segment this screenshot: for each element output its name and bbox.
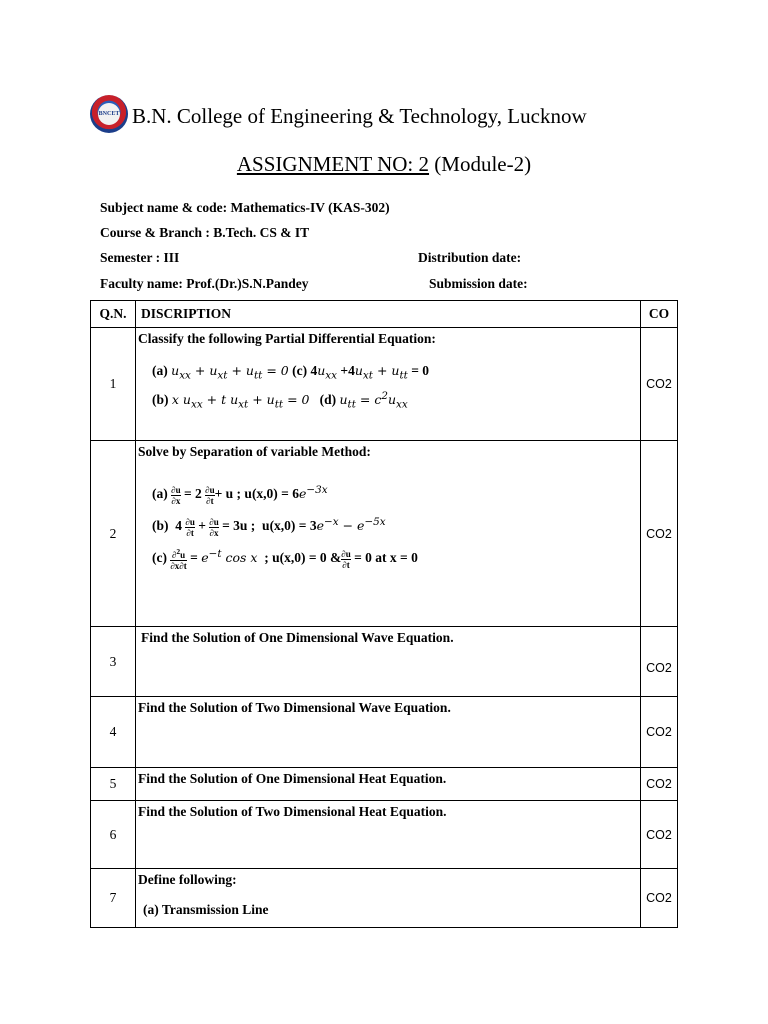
question-description: [136, 697, 641, 768]
table-row: [91, 441, 678, 627]
table-row: [91, 801, 678, 869]
header-description: DISCRIPTION: [136, 301, 641, 328]
question-subitem: (a) Transmission Line: [143, 902, 269, 917]
assignment-title: [0, 152, 768, 177]
logo-text: BNCET: [98, 103, 120, 125]
question-text: Find the Solution of One Dimensional Wave Equation.: [141, 630, 454, 645]
page-header: [0, 92, 768, 142]
question-description: [136, 627, 641, 697]
course-outcome: CO2: [641, 697, 678, 768]
header-qn: Q.N.: [91, 301, 136, 328]
table-row: [91, 627, 678, 697]
question-number: 6: [91, 801, 136, 869]
question-text: Classify the following Partial Differential Equation:: [138, 331, 436, 346]
college-name: B.N. College of Engineering & Technology, Lucknow: [132, 104, 587, 128]
question-number: 2: [91, 441, 136, 627]
faculty-line: Faculty name: Prof.(Dr.)S.N.Pandey: [100, 276, 309, 291]
submission-date-label: Submission date:: [429, 276, 528, 291]
subject-line: Subject name & code: Mathematics-IV (KAS-302): [100, 200, 390, 215]
question-text: Define following:: [138, 872, 237, 887]
question-number: 3: [91, 627, 136, 697]
question-number: 7: [91, 869, 136, 928]
question-number: 5: [91, 768, 136, 801]
equation-line-1: (a) $u_{xx} + u_{xt} + u_{tt} = 0$ (c) $4u_{xx} +4u_{xt} + u_{tt} = 0$: [152, 363, 430, 382]
course-outcome: CO2: [641, 328, 678, 441]
question-description: [136, 768, 641, 801]
question-text: Solve by Separation of variable Method:: [138, 444, 371, 459]
semester-line: Semester : III: [100, 250, 180, 265]
table-row: [91, 697, 678, 768]
question-number: 4: [91, 697, 136, 768]
assignment-number: ASSIGNMENT NO: 2: [236, 152, 430, 176]
table-row: [91, 869, 678, 928]
course-line: Course & Branch : B.Tech. CS & IT: [100, 225, 310, 240]
question-description: [136, 869, 641, 928]
course-outcome: CO2: [641, 441, 678, 627]
course-outcome: CO2: [641, 869, 678, 928]
question-text: Find the Solution of Two Dimensional Heat Equation.: [138, 804, 447, 819]
assignment-module: (Module-2): [429, 152, 532, 176]
course-outcome: CO2: [641, 801, 678, 869]
table-row: [91, 328, 678, 441]
equation-2a: (a) $\frac{\partial u}{\partial x}$ = 2 $\frac{\partial u}{\partial t}$ + u ; $u(x,0) = 6e^{-3x}$: [152, 484, 328, 506]
question-description: [136, 801, 641, 869]
course-outcome: CO2: [641, 627, 678, 697]
question-text: Find the Solution of One Dimensional Heat Equation.: [138, 771, 447, 786]
assignment-table: [90, 300, 678, 928]
question-description: [136, 328, 641, 441]
distribution-date-label: Distribution date:: [418, 250, 522, 265]
table-row: [91, 768, 678, 801]
equation-2c: (c) $\frac{\partial^2u}{\partial x\partial t}$ = $e^{-t}$ cos x ; u(x,0) = 0 & $\frac{\partial u}{\partial t}$ = 0 at x = 0: [152, 547, 418, 572]
question-text: Find the Solution of Two Dimensional Wave Equation.: [138, 700, 451, 715]
course-outcome: CO2: [641, 768, 678, 801]
question-number: 1: [91, 328, 136, 441]
question-description: [136, 441, 641, 627]
table-header-row: [91, 301, 678, 328]
equation-2b: (b) 4 $\frac{\partial u}{\partial t}$ + $\frac{\partial u}{\partial x}$ = 3u ; $u(x,0) = 3e^{-x} - e^{-5x}$: [152, 516, 386, 538]
college-logo: [90, 95, 128, 133]
equation-line-2: (b) x $u_{xx} + t$ $u_{xt} + u_{tt} = 0$ (d) $u_{tt} = c^2u_{xx}$: [152, 389, 408, 411]
header-co: CO: [641, 301, 678, 328]
